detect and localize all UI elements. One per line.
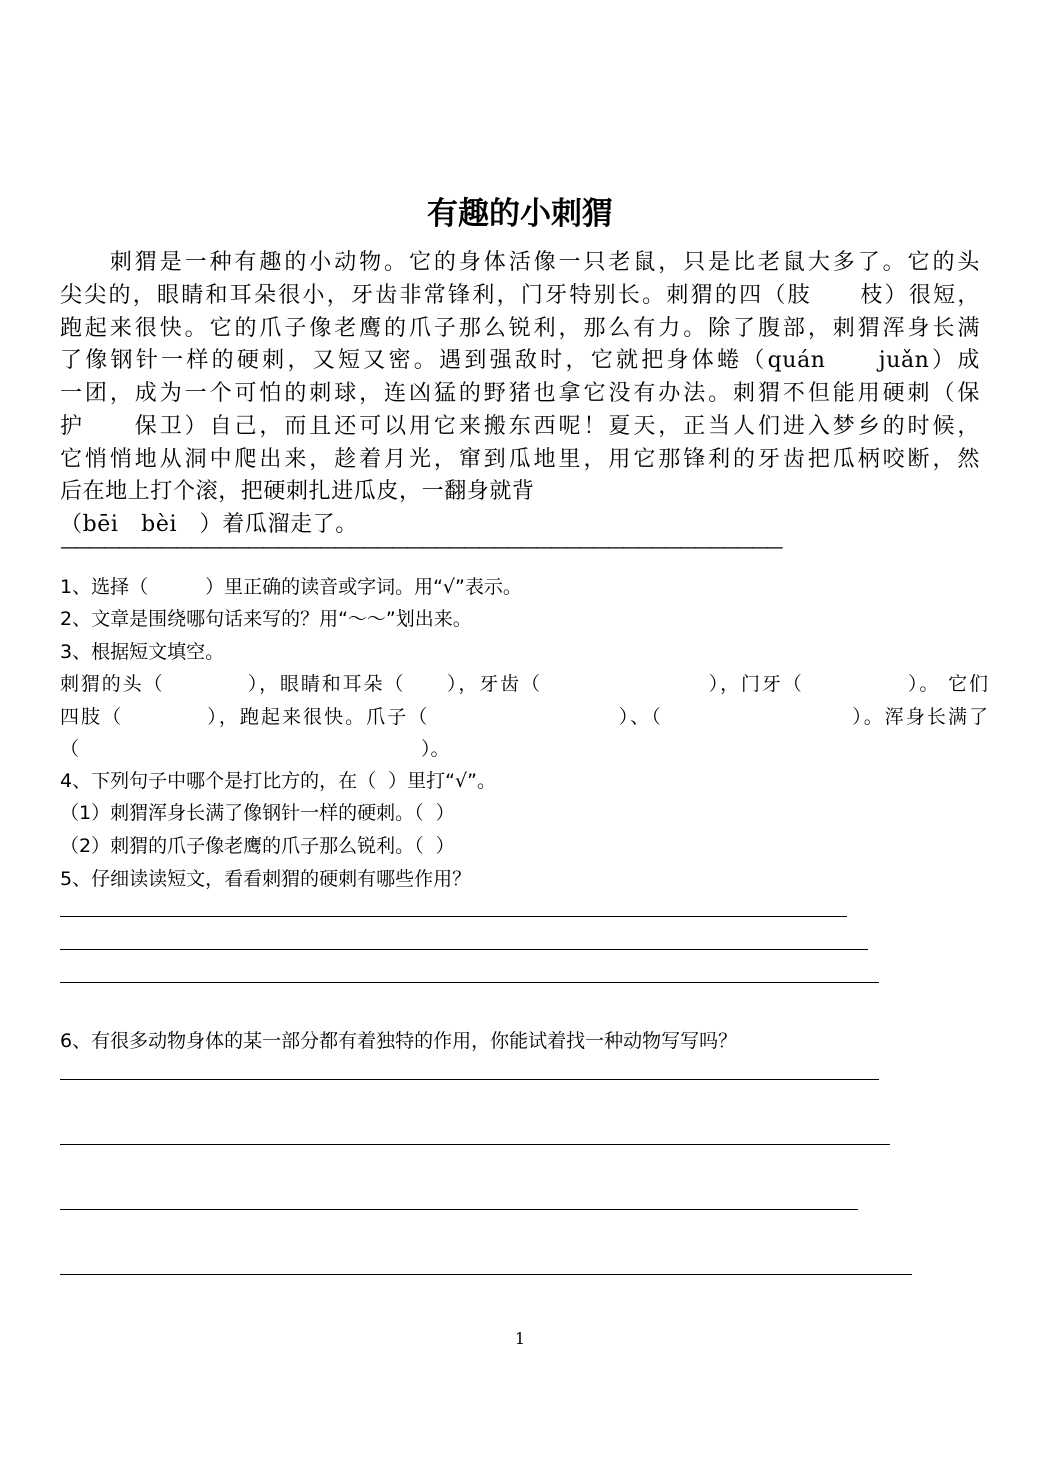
question-5: 5、仔细读读短文，看看刺猬的硬刺有哪些作用？ [60, 868, 472, 890]
answer-line-q6-2[interactable] [60, 1144, 890, 1145]
answer-line-q5-3[interactable] [60, 982, 879, 983]
passage-line-6: 护 保卫）自己，而且还可以用它来搬东西呢！夏天，正当人们进入梦乡的时候， [60, 414, 980, 439]
passage-line-2: 尖尖的，眼睛和耳朵很小，牙齿非常锋利，门牙特别长。刺猬的四（肢 枝）很短， [60, 283, 980, 308]
question-3: 3、根据短文填空。 [60, 641, 225, 663]
question-2: 2、文章是围绕哪句话来写的？用“～～”划出来。 [60, 608, 472, 630]
passage-line-8: 后在地上打个滚，把硬刺扎进瓜皮，一翻身就背 [60, 479, 535, 504]
answer-line-q6-1[interactable] [60, 1079, 879, 1080]
question-4-option-1: （1）刺猬浑身长满了像钢针一样的硬刺。（ ） [60, 802, 455, 824]
answer-line-q5-1[interactable] [60, 916, 847, 917]
page-title: 有趣的小刺猬 [427, 196, 613, 232]
passage-line-1: 刺猬是一种有趣的小动物。它的身体活像一只老鼠，只是比老鼠大多了。它的头 [60, 250, 980, 275]
passage-line-5: 一团，成为一个可怕的刺球，连凶猛的野猪也拿它没有办法。刺猬不但能用硬刺（保 [60, 381, 980, 406]
answer-line-q6-4[interactable] [60, 1274, 912, 1275]
question-1: 1、选择（ ）里正确的读音或字词。用“√”表示。 [60, 576, 522, 598]
passage-line-7: 它悄悄地从洞中爬出来，趁着月光，窜到瓜地里，用它那锋利的牙齿把瓜柄咬断，然 [60, 447, 980, 472]
answer-line-q6-3[interactable] [60, 1209, 858, 1210]
passage-line-9: （bēi bèi ）着瓜溜走了。 [60, 512, 358, 537]
question-3-fill-line-1: 刺猬的头（ ），眼睛和耳朵（ ），牙齿（ ），门牙（ ）。 它们 [60, 673, 988, 695]
separator-line: —————————————————————————————————————————————————— [60, 537, 781, 558]
question-3-fill-line-2: 四肢（ ），跑起来很快。爪子（ ）、（ ）。浑身长满了 [60, 706, 988, 728]
passage-line-3: 跑起来很快。它的爪子像老鹰的爪子那么锐利，那么有力。除了腹部，刺猬浑身长满 [60, 316, 980, 341]
question-6: 6、有很多动物身体的某一部分都有着独特的作用，你能试着找一种动物写写吗？ [60, 1030, 738, 1052]
question-4-option-2: （2）刺猬的爪子像老鹰的爪子那么锐利。（ ） [60, 835, 455, 857]
question-4: 4、下列句子中哪个是打比方的，在（ ）里打“√”。 [60, 770, 496, 792]
passage-line-4: 了像钢针一样的硬刺，又短又密。遇到强敌时，它就把身体蜷（quán juǎn）成 [60, 348, 980, 373]
answer-line-q5-2[interactable] [60, 949, 868, 950]
page-number: 1 [514, 1329, 526, 1348]
question-3-fill-line-3: （ ）。 [60, 738, 450, 760]
